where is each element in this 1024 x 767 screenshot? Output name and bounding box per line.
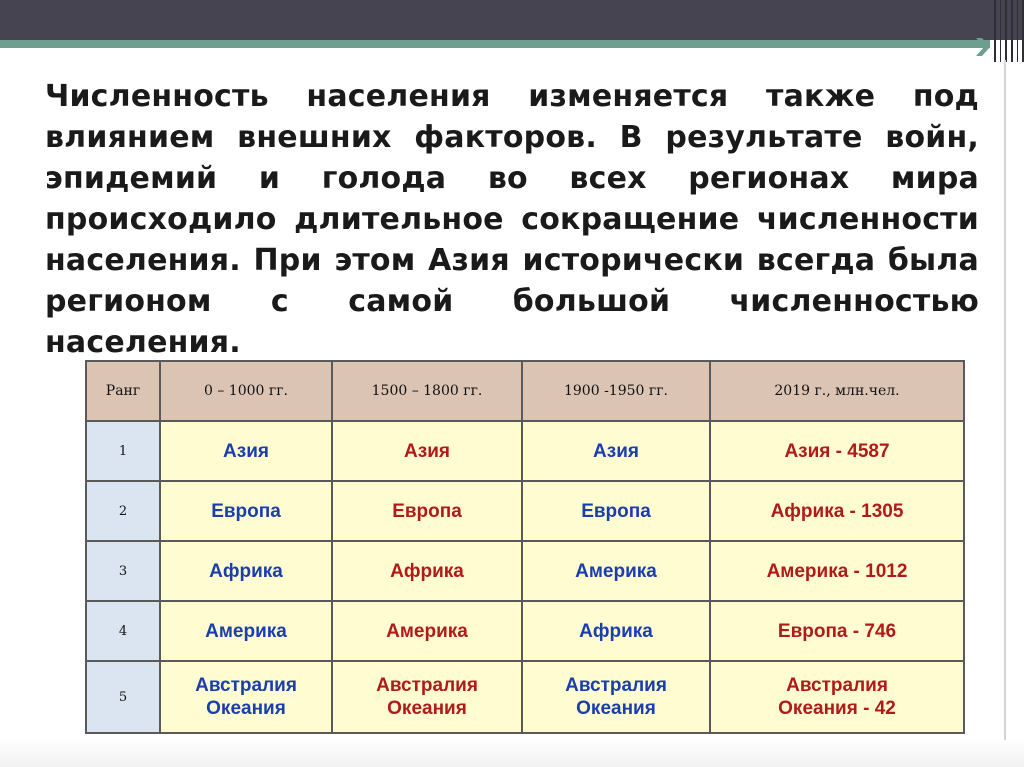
table-cell: Африка bbox=[160, 541, 332, 601]
table-cell: Европа bbox=[332, 481, 522, 541]
corner-stripes bbox=[994, 0, 1024, 62]
table-cell: Африка - 1305 bbox=[710, 481, 964, 541]
table-cell bbox=[710, 661, 964, 733]
table-cell: Азия bbox=[160, 421, 332, 481]
table-row bbox=[86, 541, 964, 601]
table-header-row bbox=[86, 361, 964, 421]
chevron-decoration-icon bbox=[976, 38, 990, 56]
table-cell bbox=[332, 661, 522, 733]
table-cell: Азия bbox=[332, 421, 522, 481]
rank-cell: 1 bbox=[86, 421, 160, 481]
table-cell: Америка bbox=[522, 541, 710, 601]
header-rank: Ранг bbox=[86, 361, 160, 421]
table-row bbox=[86, 481, 964, 541]
header-period-2: 1500 – 1800 гг. bbox=[332, 361, 522, 421]
slide-right-border bbox=[1004, 60, 1006, 750]
cell-line: Австралия bbox=[195, 675, 297, 696]
cell-line: Австралия bbox=[565, 675, 667, 696]
table-cell: Америка - 1012 bbox=[710, 541, 964, 601]
cell-line: Океания bbox=[387, 698, 467, 719]
table-cell: Америка bbox=[160, 601, 332, 661]
cell-line: Океания bbox=[576, 698, 656, 719]
table-row bbox=[86, 601, 964, 661]
table-cell: Европа bbox=[160, 481, 332, 541]
rank-cell: 5 bbox=[86, 661, 160, 733]
table-cell: Азия - 4587 bbox=[710, 421, 964, 481]
header-period-3: 1900 -1950 гг. bbox=[522, 361, 710, 421]
rank-cell: 2 bbox=[86, 481, 160, 541]
table-row bbox=[86, 421, 964, 481]
cell-line: Океания - 42 bbox=[778, 698, 896, 719]
population-rank-table bbox=[85, 360, 965, 734]
table-cell bbox=[160, 661, 332, 733]
cell-line: Океания bbox=[206, 698, 286, 719]
slide-paragraph: Численность населения изменяется также под влиянием внешних факторов. В результате войн, эпидемий и голода во всех регионах мира происходило длительное сокращение численности населения. При этом Азия исторически всегда была регионом с самой большой численностью населения. bbox=[45, 79, 979, 360]
rank-cell: 3 bbox=[86, 541, 160, 601]
table-cell: Америка bbox=[332, 601, 522, 661]
table-cell: Африка bbox=[522, 601, 710, 661]
cell-line: Австралия bbox=[376, 675, 478, 696]
table-cell: Азия bbox=[522, 421, 710, 481]
slide-bottom-shadow bbox=[0, 740, 1024, 767]
rank-cell: 4 bbox=[86, 601, 160, 661]
table-row bbox=[86, 661, 964, 733]
accent-bar bbox=[0, 40, 990, 48]
top-bar bbox=[0, 0, 990, 40]
table-cell: Европа bbox=[522, 481, 710, 541]
table-cell: Африка bbox=[332, 541, 522, 601]
header-period-4: 2019 г., млн.чел. bbox=[710, 361, 964, 421]
table-cell: Европа - 746 bbox=[710, 601, 964, 661]
cell-line: Австралия bbox=[786, 675, 888, 696]
header-period-1: 0 – 1000 гг. bbox=[160, 361, 332, 421]
table-cell bbox=[522, 661, 710, 733]
